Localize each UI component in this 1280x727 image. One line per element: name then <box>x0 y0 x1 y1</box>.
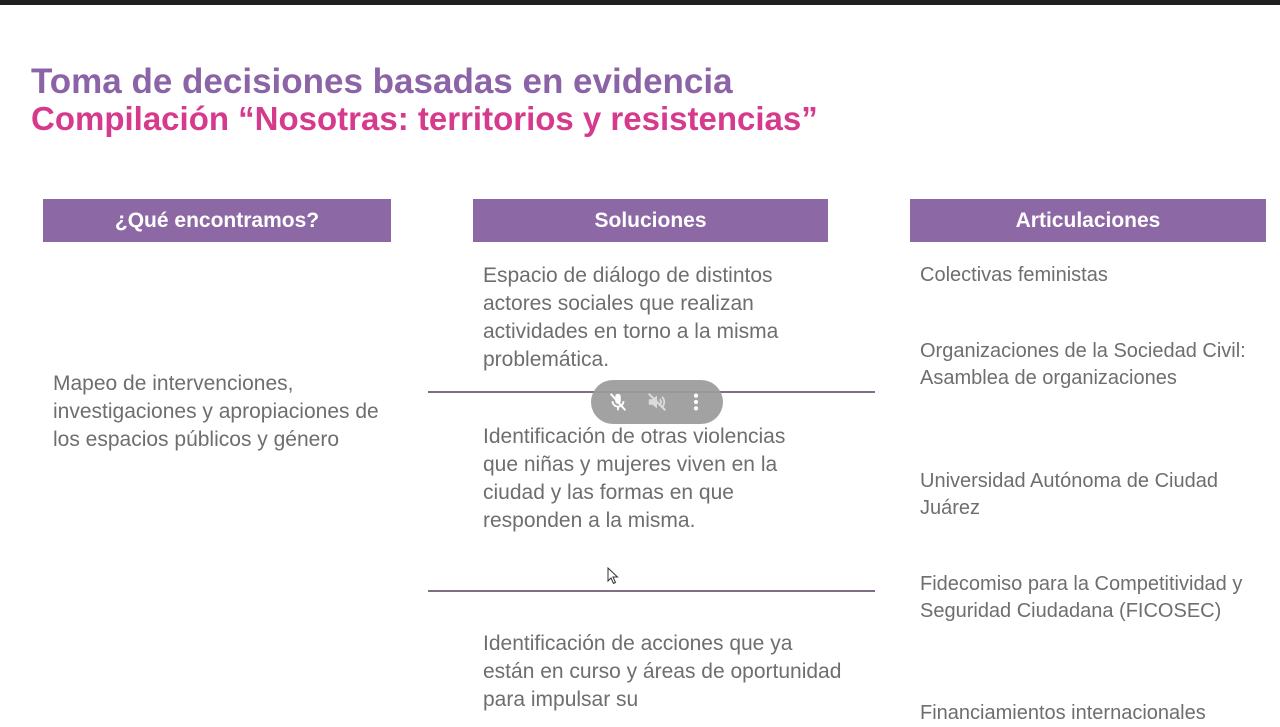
articulation-item: Organizaciones de la Sociedad Civil: Asamblea de organizaciones <box>920 340 1246 389</box>
slide-title: Toma de decisiones basadas en evidencia <box>31 62 733 101</box>
mouse-cursor-icon <box>607 567 619 585</box>
mic-off-icon[interactable] <box>604 388 632 416</box>
solutions-divider <box>428 590 875 592</box>
window-top-bar <box>0 0 1280 5</box>
slide-subtitle: Compilación “Nosotras: territorios y resistencias” <box>31 100 818 137</box>
solutions-header: Soluciones <box>473 199 828 242</box>
articulation-item: Financiamientos internacionales <box>920 702 1206 724</box>
more-vert-icon[interactable] <box>682 388 710 416</box>
findings-header: ¿Qué encontramos? <box>43 199 391 242</box>
articulation-item: Colectivas feministas <box>920 264 1108 286</box>
findings-text: Mapeo de intervenciones, investigaciones y apropiaciones de los espacios públicos y género <box>53 372 379 451</box>
articulation-item: Fidecomiso para la Competitividad y Seguridad Ciudadana (FICOSEC) <box>920 573 1243 622</box>
articulations-header: Articulaciones <box>910 199 1266 242</box>
solution-item: Identificación de acciones que ya están en curso y áreas de oportunidad para impulsar su <box>483 632 842 711</box>
solution-item: Identificación de otras violencias que niñas y mujeres viven en la ciudad y las formas en que responden a la misma. <box>483 425 786 532</box>
articulation-item: Universidad Autónoma de Ciudad Juárez <box>920 470 1218 519</box>
media-controls-overlay <box>591 380 723 424</box>
solution-item: Espacio de diálogo de distintos actores sociales que realizan actividades en torno a la misma problemática. <box>483 264 779 371</box>
volume-off-icon[interactable] <box>643 388 671 416</box>
